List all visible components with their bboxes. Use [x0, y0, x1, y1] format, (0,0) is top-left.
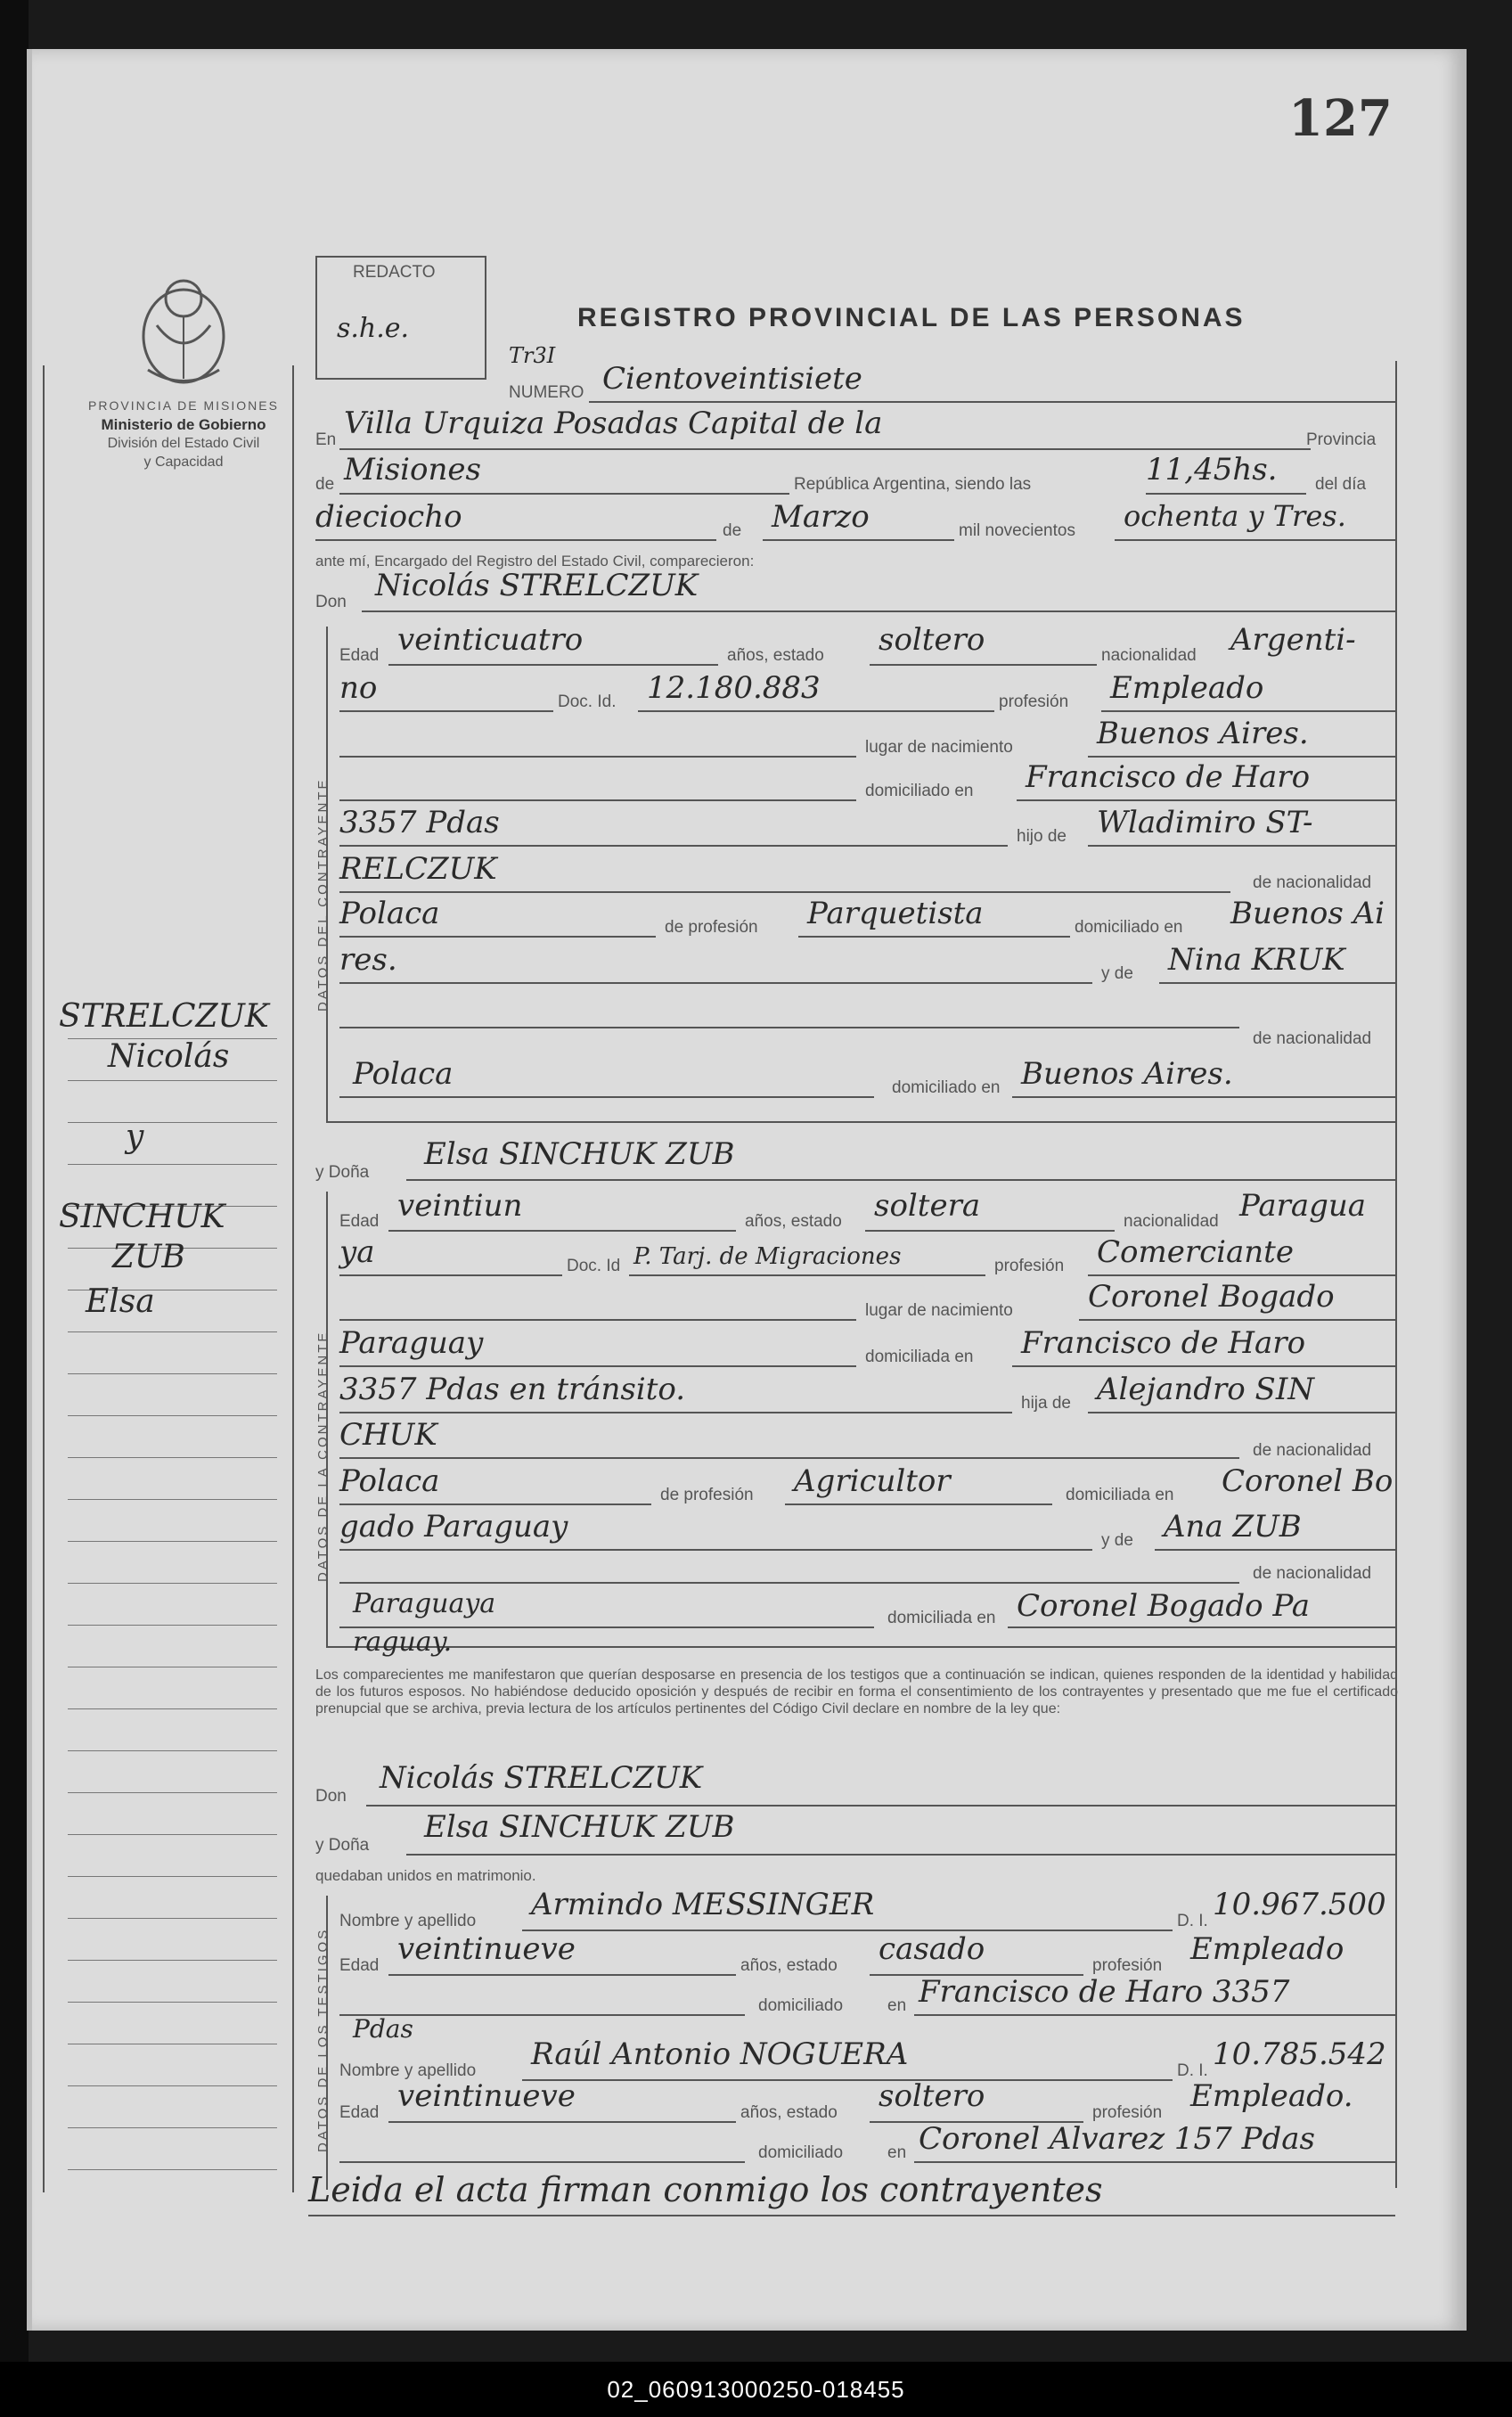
en-label: En	[315, 430, 337, 449]
c2-doc-label: Doc. Id	[567, 1257, 621, 1275]
seal-line1: PROVINCIA DE MISIONES	[88, 398, 279, 413]
margin-rule	[68, 1499, 277, 1500]
margin-rule	[68, 1373, 277, 1374]
c1-padre-prof: Parquetista	[807, 896, 984, 931]
dona-label: y Doña	[315, 1163, 370, 1182]
anio-value: ochenta y Tres.	[1124, 499, 1346, 533]
margin-rule	[68, 1792, 277, 1793]
de-label: de	[315, 475, 335, 494]
redacto-box	[315, 256, 486, 380]
c1-madre-nac: Polaca	[353, 1056, 454, 1092]
c1-y-de-label: y de	[1101, 964, 1133, 983]
footer-code: 02_060913000250-018455	[0, 2362, 1512, 2417]
margin-rule	[68, 2169, 277, 2170]
t1-edad-value: veintinueve	[397, 1931, 576, 1967]
c2-madre-nac: Paraguaya	[353, 1588, 496, 1619]
c2-padre-dom: Coronel Bo	[1222, 1463, 1393, 1499]
c1-anios-label: años, estado	[727, 646, 824, 665]
c2-dom-label: domiciliada en	[865, 1348, 974, 1366]
c2-y-de-label: y de	[1101, 1531, 1133, 1550]
margin-name2-c: Elsa	[86, 1283, 155, 1320]
margin-rule	[68, 1625, 277, 1626]
margin-rule	[68, 1122, 277, 1123]
c2-lugar-value2: Paraguay	[339, 1325, 484, 1361]
c2-lugar-label: lugar de nacimiento	[865, 1301, 1013, 1320]
page-title: REGISTRO PROVINCIAL DE LAS PERSONAS	[577, 303, 1246, 332]
c2-madre-dom-label: domiciliada en	[887, 1609, 996, 1627]
c1-padre-nac: Polaca	[339, 896, 440, 931]
union-don-value: Nicolás STRELCZUK	[380, 1760, 703, 1796]
c1-de-prof-label: de profesión	[665, 918, 758, 937]
margin-rule	[68, 1415, 277, 1416]
c2-prof-value: Comerciante	[1097, 1234, 1294, 1270]
c1-edad-value: veinticuatro	[397, 622, 584, 658]
c1-madre-nac-label: de nacionalidad	[1253, 1029, 1372, 1048]
t2-dom-value: Coronel Alvarez 157 Pdas	[919, 2121, 1315, 2157]
t1-dom-value: Francisco de Haro 3357	[919, 1974, 1290, 2010]
don-value: Nicolás STRELCZUK	[375, 568, 699, 603]
coat-of-arms-icon	[121, 263, 246, 397]
margin-name2-b: ZUB	[112, 1239, 185, 1275]
c2-edad-label: Edad	[339, 1212, 380, 1231]
c2-dom-value2: 3357 Pdas en tránsito.	[339, 1372, 686, 1407]
t1-prof-value: Empleado	[1190, 1931, 1344, 1967]
t1-doc-label: D. I.	[1177, 1912, 1208, 1930]
c1-dom-value2: 3357 Pdas	[339, 805, 500, 840]
c1-nac-value: Argenti-	[1230, 622, 1356, 658]
margin-rule	[68, 1834, 277, 1835]
seal-caption	[50, 397, 317, 471]
t1-nombre-value: Armindo MESSINGER	[531, 1887, 875, 1922]
c1-doc-value: 12.180.883	[647, 670, 821, 706]
t2-edad-value: veintinueve	[397, 2078, 576, 2114]
t2-nombre-value: Raúl Antonio NOGUERA	[531, 2036, 909, 2072]
c2-madre-dom2: raguay.	[353, 1626, 453, 1658]
t2-nombre-label: Nombre y apellido	[339, 2061, 477, 2080]
t2-prof-value: Empleado.	[1190, 2078, 1353, 2114]
t1-prof-label: profesión	[1092, 1956, 1163, 1975]
book-binding	[0, 0, 29, 2417]
seal-line3: División del Estado Civil	[107, 436, 260, 451]
c2-padre-nac: Polaca	[339, 1463, 440, 1499]
t1-dom-value2: Pdas	[353, 2014, 413, 2044]
de-mes-label: de	[723, 521, 742, 540]
mes-value: Marzo	[772, 499, 870, 535]
provincia-label: Provincia	[1306, 430, 1377, 449]
hora-value: 11,45hs.	[1146, 452, 1278, 487]
c1-madre-value: Nina KRUK	[1168, 942, 1345, 978]
c2-padre-value: Alejandro SIN	[1097, 1372, 1315, 1407]
register-page	[27, 49, 1467, 2331]
c2-de-nac-label: de nacionalidad	[1253, 1441, 1372, 1460]
seal-line2: Ministerio de Gobierno	[101, 416, 266, 433]
union-don-label: Don	[315, 1787, 347, 1806]
c2-padre-dom2: gado Paraguay	[339, 1509, 568, 1544]
redacto-label: REDACTO	[353, 263, 436, 282]
t2-doc-label: D. I.	[1177, 2061, 1208, 2080]
margin-rule	[68, 1918, 277, 1919]
c1-lugar-value: Buenos Aires.	[1097, 716, 1309, 751]
margin-rule	[68, 1876, 277, 1877]
c1-lugar-label: lugar de nacimiento	[865, 738, 1013, 757]
don-label: Don	[315, 593, 347, 611]
dona-value: Elsa SINCHUK ZUB	[424, 1136, 735, 1172]
c2-prof-label: profesión	[994, 1257, 1065, 1275]
t2-en-label: en	[887, 2143, 907, 2162]
contrayente1-section-label: DATOS DEL CONTRAYENTE	[315, 777, 331, 1012]
form-left-border	[292, 365, 294, 2192]
c1-edad-label: Edad	[339, 646, 380, 665]
c1-padre-value: Wladimiro ST-	[1097, 805, 1313, 840]
union-dona-label: y Doña	[315, 1836, 370, 1855]
union-quedaban: quedaban unidos en matrimonio.	[315, 1867, 536, 1884]
c2-madre-value: Ana ZUB	[1164, 1509, 1302, 1544]
margin-rule	[68, 2002, 277, 2003]
t1-doc-value: 10.967.500	[1213, 1887, 1386, 1922]
c1-doc-label: Doc. Id.	[558, 692, 617, 711]
c2-de-prof-label: de profesión	[660, 1486, 754, 1504]
c2-hija-label: hija de	[1021, 1394, 1071, 1413]
margin-rule	[68, 1331, 277, 1332]
c2-nac-value: Paragua	[1239, 1188, 1367, 1224]
c1-madre-dom-label: domiciliado en	[892, 1078, 1001, 1097]
numero-label: NUMERO	[509, 383, 584, 402]
c1-padre-dom-label: domiciliado en	[1075, 918, 1183, 937]
t2-anios-label: años, estado	[740, 2103, 838, 2122]
margin-rule	[68, 1080, 277, 1081]
t1-anios-label: años, estado	[740, 1956, 838, 1975]
c2-estado-value: soltera	[874, 1188, 981, 1224]
c2-padre-prof: Agricultor	[794, 1463, 951, 1499]
margin-border	[43, 365, 45, 2192]
del-dia-label: del día	[1315, 475, 1367, 494]
ante-text: ante mí, Encargado del Registro del Estado Civil, comparecieron:	[315, 553, 755, 569]
c2-madre-dom: Coronel Bogado Pa	[1017, 1588, 1311, 1624]
seal	[121, 263, 246, 397]
page-number: 127	[1288, 89, 1393, 148]
closing-text: Leida el acta firman conmigo los contrayentes	[308, 2170, 1103, 2209]
dia-value: dieciocho	[315, 499, 462, 535]
margin-y: y	[126, 1118, 144, 1155]
t1-nombre-label: Nombre y apellido	[339, 1912, 477, 1930]
t1-edad-label: Edad	[339, 1956, 380, 1975]
margin-rule	[68, 1457, 277, 1458]
c1-dom-label: domiciliado en	[865, 782, 974, 800]
c2-doc-value: P. Tarj. de Migraciones	[633, 1243, 902, 1270]
margin-name1-b: Nicolás	[108, 1038, 230, 1075]
c1-madre-dom: Buenos Aires.	[1021, 1056, 1233, 1092]
t2-edad-label: Edad	[339, 2103, 380, 2122]
t2-dom-label: domiciliado	[758, 2143, 844, 2162]
margin-rule	[68, 1708, 277, 1709]
en-value: Villa Urquiza Posadas Capital de la	[344, 406, 883, 441]
margin-rule	[68, 1164, 277, 1165]
c1-padre-dom: Buenos Ai	[1230, 896, 1385, 931]
c2-nac-value2: ya	[339, 1234, 375, 1270]
c2-nac-label: nacionalidad	[1124, 1212, 1219, 1231]
c1-de-nac-label: de nacionalidad	[1253, 873, 1372, 892]
c1-prof-label: profesión	[999, 692, 1069, 711]
c1-hijo-label: hijo de	[1017, 827, 1067, 846]
margin-name2-a: SINCHUK	[59, 1199, 225, 1235]
testigos-section-label: DATOS DE LOS TESTIGOS	[315, 1927, 331, 2152]
t2-doc-value: 10.785.542	[1213, 2036, 1386, 2072]
c1-nac-label: nacionalidad	[1101, 646, 1197, 665]
c2-lugar-value: Coronel Bogado	[1088, 1279, 1335, 1315]
c2-dom-value: Francisco de Haro	[1021, 1325, 1306, 1361]
t1-estado-value: casado	[879, 1931, 985, 1967]
redacto-value: s.h.e.	[337, 313, 410, 344]
margin-rule	[68, 2085, 277, 2086]
c1-padre-dom2: res.	[339, 942, 397, 978]
c1-estado-value: soltero	[879, 622, 985, 658]
c1-padre-value2: RELCZUK	[339, 851, 497, 887]
c1-prof-value: Empleado	[1110, 670, 1264, 706]
c2-anios-label: años, estado	[745, 1212, 842, 1231]
c1-nac-value2: no	[339, 670, 378, 706]
c2-edad-value: veintiun	[397, 1188, 523, 1224]
t1-en-label: en	[887, 1996, 907, 2015]
t2-estado-value: soltero	[879, 2078, 985, 2114]
numero-value: Cientoveintisiete	[602, 361, 862, 397]
c1-dom-value: Francisco de Haro	[1026, 759, 1311, 795]
union-dona-value: Elsa SINCHUK ZUB	[424, 1809, 735, 1845]
contrayente2-section-label: DATOS DE LA CONTRAYENTE	[315, 1330, 331, 1582]
margin-rule	[68, 2127, 277, 2128]
provincia-value: Misiones	[344, 452, 481, 487]
c2-padre-dom-label: domiciliada en	[1066, 1486, 1174, 1504]
margin-rule	[68, 1583, 277, 1584]
numero-extra: Tr3I	[509, 343, 556, 368]
legal-text: Los comparecientes me manifestaron que querían desposarse en presencia de los testigos que a continuación se indican, quienes responden de la identidad y habilidad de los futuros esposos. No habiéndose deducido oposición y después de recibir en forma el consentimiento de los contrayentes y presentado que me fue el certificado prenupcial que se archiva, previa lectura de los artículos pertinentes del Código Civil declare en nombre de la ley que:	[315, 1667, 1398, 1716]
t2-prof-label: profesión	[1092, 2103, 1163, 2122]
margin-name1-a: STRELCZUK	[59, 998, 269, 1035]
t1-dom-label: domiciliado	[758, 1996, 844, 2015]
c2-padre-value2: CHUK	[339, 1417, 437, 1453]
seal-line4: y Capacidad	[143, 455, 224, 470]
margin-rule	[68, 1960, 277, 1961]
republica-label: República Argentina, siendo las	[794, 475, 1032, 494]
c2-madre-nac-label: de nacionalidad	[1253, 1564, 1372, 1583]
mil-label: mil novecientos	[959, 521, 1075, 540]
margin-rule	[68, 1541, 277, 1542]
margin-rule	[68, 1750, 277, 1751]
